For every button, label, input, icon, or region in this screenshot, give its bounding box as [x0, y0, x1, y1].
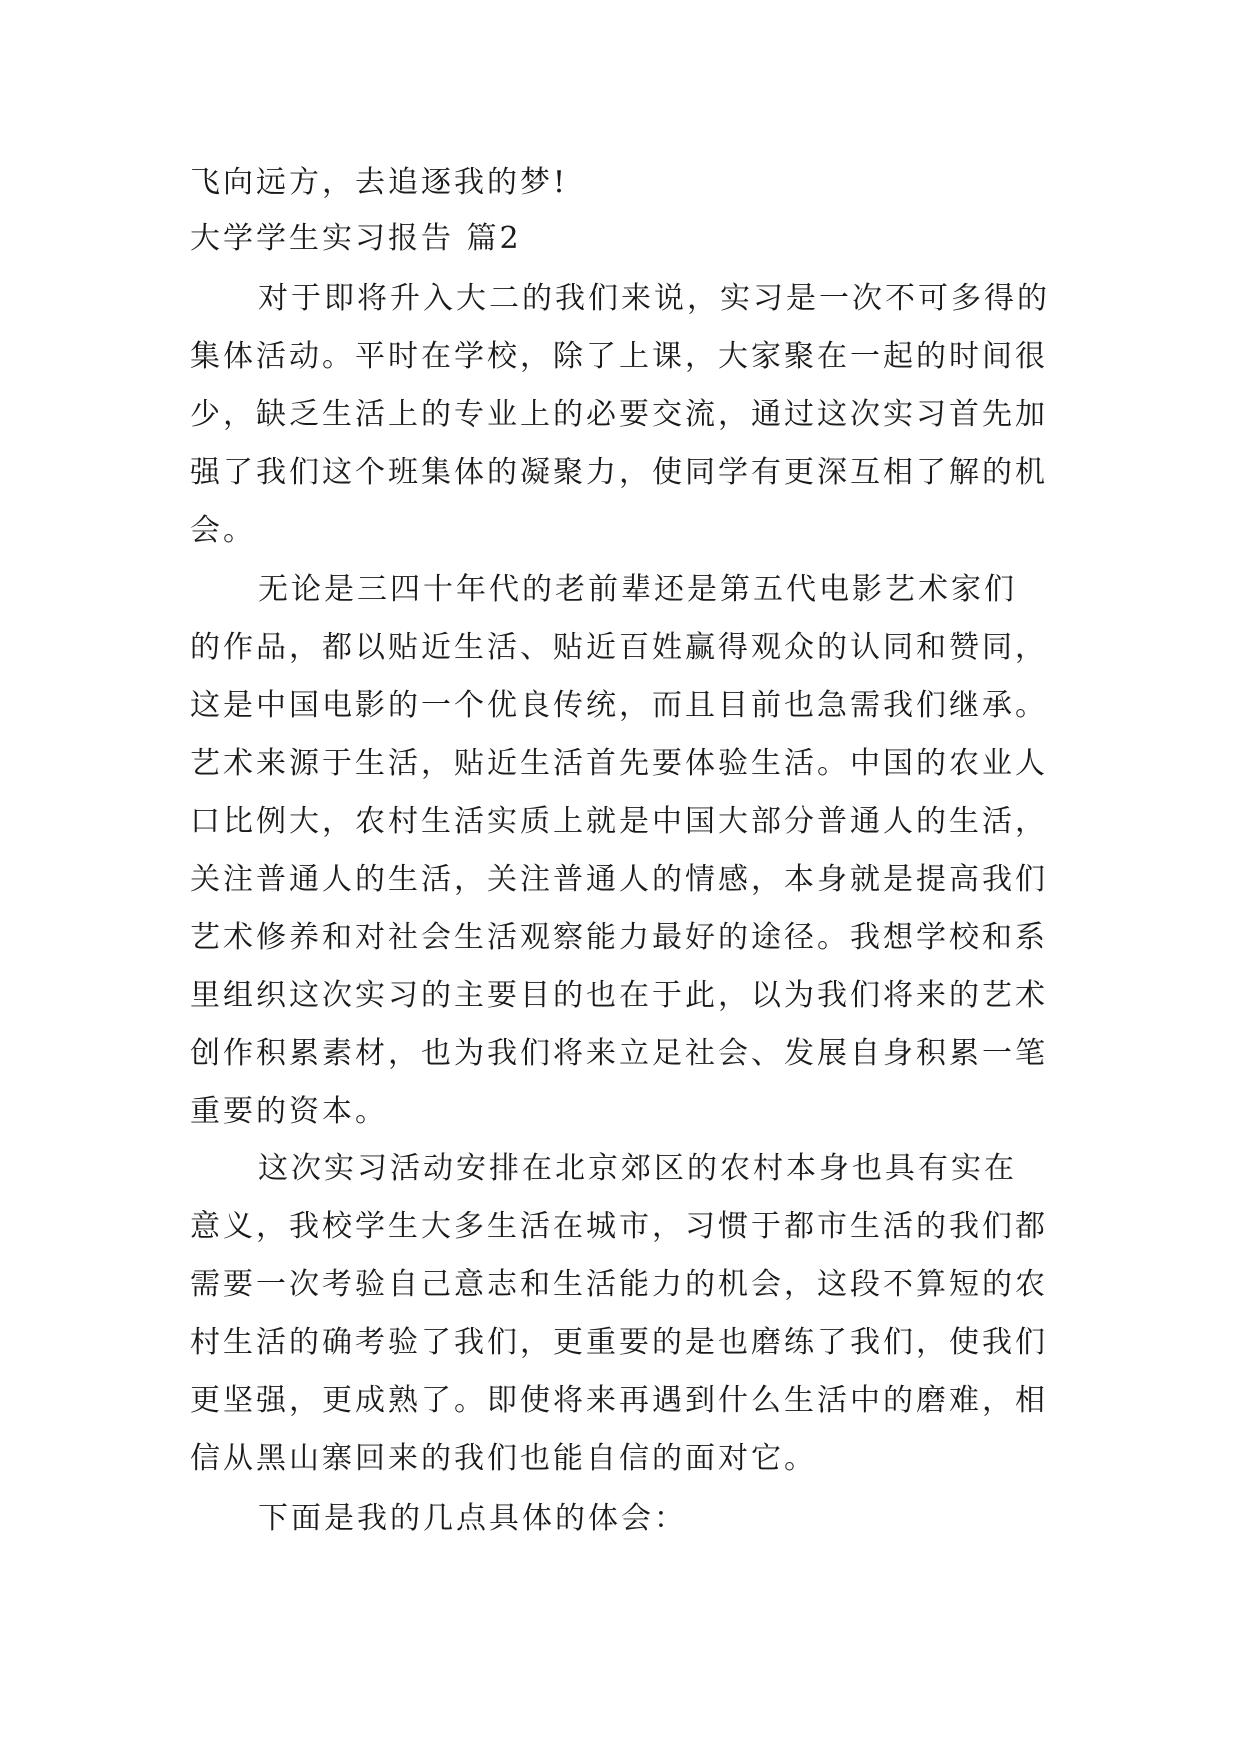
paragraph-line: 创作积累素材，也为我们将来立足社会、发展自身积累一笔 [190, 1036, 1048, 1071]
paragraph-line: 艺术来源于生活，贴近生活首先要体验生活。中国的农业人 [190, 746, 1048, 781]
paragraph-3 [190, 1140, 1052, 1488]
paragraph-line: 口比例大，农村生活实质上就是中国大部分普通人的生活， [190, 804, 1048, 839]
paragraph-line: 艺术修养和对社会生活观察能力最好的途径。我想学校和系 [190, 920, 1048, 955]
paragraph-line: 无论是三四十年代的老前辈还是第五代电影艺术家们 [258, 572, 1017, 607]
paragraph-line: 关注普通人的生活，关注普通人的情感，本身就是提高我们 [190, 862, 1048, 897]
paragraph-line: 信从黑山寨回来的我们也能自信的面对它。 [190, 1441, 817, 1476]
paragraph-line: 的作品，都以贴近生活、贴近百姓赢得观众的认同和赞同， [190, 630, 1048, 665]
paragraph-line: 强了我们这个班集体的凝聚力，使同学有更深互相了解的机 [190, 455, 1048, 490]
paragraph-line: 集体活动。平时在学校，除了上课，大家聚在一起的时间很 [190, 339, 1048, 374]
paragraph-line: 这次实习活动安排在北京郊区的农村本身也具有实在 [258, 1151, 1017, 1186]
paragraph-line: 需要一次考验自己意志和生活能力的机会，这段不算短的农 [190, 1267, 1048, 1302]
section-heading: 大学学生实习报告 篇2 [190, 221, 522, 256]
opening-line-block [190, 154, 1052, 212]
paragraph-1 [190, 270, 1052, 560]
paragraph-line: 少，缺乏生活上的专业上的必要交流，通过这次实习首先加 [190, 397, 1048, 432]
paragraph-line: 里组织这次实习的主要目的也在于此，以为我们将来的艺术 [190, 978, 1048, 1013]
paragraph-line: 下面是我的几点具体的体会： [258, 1501, 687, 1536]
paragraph-line: 意义，我校学生大多生活在城市，习惯于都市生活的我们都 [190, 1209, 1048, 1244]
opening-line: 飞向远方，去追逐我的梦! [190, 165, 569, 200]
section-heading-block [190, 210, 1052, 268]
paragraph-4 [190, 1490, 1052, 1548]
paragraph-line: 会。 [190, 513, 256, 548]
paragraph-line: 对于即将升入大二的我们来说，实习是一次不可多得的 [258, 281, 1050, 316]
paragraph-2 [190, 561, 1052, 1141]
paragraph-line: 重要的资本。 [190, 1094, 388, 1129]
paragraph-line: 这是中国电影的一个优良传统，而且目前也急需我们继承。 [190, 688, 1048, 723]
paragraph-line: 村生活的确考验了我们，更重要的是也磨练了我们，使我们 [190, 1325, 1048, 1360]
paragraph-line: 更坚强，更成熟了。即使将来再遇到什么生活中的磨难，相 [190, 1383, 1048, 1418]
